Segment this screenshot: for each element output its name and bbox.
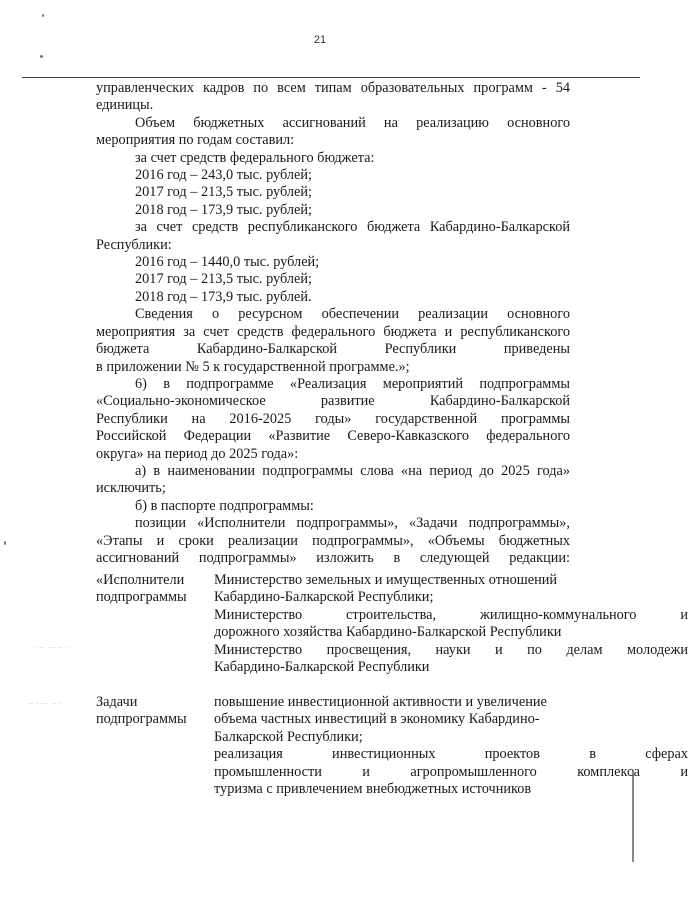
passport-label-tasks: [96, 694, 206, 729]
label-line: Задачи: [96, 694, 138, 710]
text-line: а) в наименовании подпрограммы слова «на период до 2025 года»: [135, 462, 570, 479]
text-line: за счет средств федерального бюджета:: [135, 149, 375, 166]
scan-speck: [42, 14, 44, 17]
text-line: бюджета Кабардино-Балкарской Республики приведены: [96, 341, 570, 358]
content-line: Министерство просвещения, науки и по делам молодежи: [214, 641, 688, 658]
text-line: 6) в подпрограмме «Реализация мероприятий подпрограммы: [135, 375, 570, 392]
label-line: подпрограммы: [96, 589, 187, 606]
text-line: 2016 год – 1440,0 тыс. рублей;: [135, 254, 320, 271]
content-line: Кабардино-Балкарской Республики: [214, 659, 430, 676]
content-line: Кабардино-Балкарской Республики;: [214, 589, 434, 606]
scan-speck: [4, 541, 6, 545]
page-number: 21: [313, 34, 327, 46]
content-line: Министерство земельных и имущественных отношений: [214, 572, 558, 588]
scan-noise: · ·· ····· ·: [34, 645, 69, 652]
text-line: «Социально-экономическое развитие Кабардино-Балкарской: [96, 393, 570, 410]
text-line: единицы.: [96, 97, 154, 114]
header-rule: [22, 77, 640, 78]
content-line: туризма с привлечением внебюджетных источников: [214, 781, 532, 798]
text-line: 2017 год – 213,5 тыс. рублей;: [135, 184, 313, 201]
scan-speck: [40, 55, 43, 58]
text-line: Сведения о ресурсном обеспечении реализации основного: [135, 306, 570, 323]
content-line: реализация инвестиционных проектов в сферах: [214, 746, 688, 763]
passport-label-executors: [96, 572, 206, 607]
text-line: позиции «Исполнители подпрограммы», «Задачи подпрограммы»,: [135, 515, 570, 532]
text-line: Российской Федерации «Развитие Северо-Кавказского федерального: [96, 428, 570, 445]
text-line: мероприятия за счет средств федерального бюджета и республиканского: [96, 323, 570, 340]
text-line: 2017 год – 213,5 тыс. рублей;: [135, 271, 313, 288]
text-line: Республики:: [96, 236, 172, 253]
content-line: Балкарской Республики;: [214, 728, 363, 745]
text-line: Объем бюджетных ассигнований на реализацию основного: [135, 114, 570, 131]
content-line: промышленности и агропромышленного комплекса и: [214, 763, 688, 780]
text-line: 2018 год – 173,9 тыс. рублей.: [135, 288, 312, 305]
content-line: объема частных инвестиций в экономику Кабардино-: [214, 711, 540, 728]
label-line: подпрограммы: [96, 711, 187, 728]
text-line: мероприятия по годам составил:: [96, 132, 295, 149]
text-line: 2016 год – 243,0 тыс. рублей;: [135, 167, 313, 184]
content-line: дорожного хозяйства Кабардино-Балкарской Республики: [214, 624, 562, 641]
content-line: Министерство строительства, жилищно-коммунального и: [214, 606, 688, 623]
text-line: «Этапы и сроки реализации подпрограммы», «Объемы бюджетных: [96, 532, 570, 549]
text-line: за счет средств республиканского бюджета Кабардино-Балкарской: [135, 219, 570, 236]
label-line: «Исполнители: [96, 572, 185, 588]
text-line: б) в паспорте подпрограммы:: [135, 497, 314, 514]
text-line: в приложении № 5 к государственной программе.»;: [96, 358, 410, 375]
text-line: управленческих кадров по всем типам образовательных программ - 54: [96, 80, 570, 96]
text-line: округа» на период до 2025 года»:: [96, 445, 299, 462]
passport-content-tasks: [214, 694, 688, 798]
body-text: [96, 80, 570, 567]
text-line: ассигнований подпрограммы» изложить в следующей редакции:: [96, 549, 570, 566]
content-line: повышение инвестиционной активности и увеличение: [214, 694, 547, 710]
passport-content-executors: [214, 572, 688, 676]
text-line: исключить;: [96, 480, 166, 497]
text-line: Республики на 2016-2025 годы» государственной программы: [96, 410, 570, 427]
scan-noise: ·· ···· ·· ·: [28, 701, 63, 708]
text-line: 2018 год – 173,9 тыс. рублей;: [135, 201, 313, 218]
